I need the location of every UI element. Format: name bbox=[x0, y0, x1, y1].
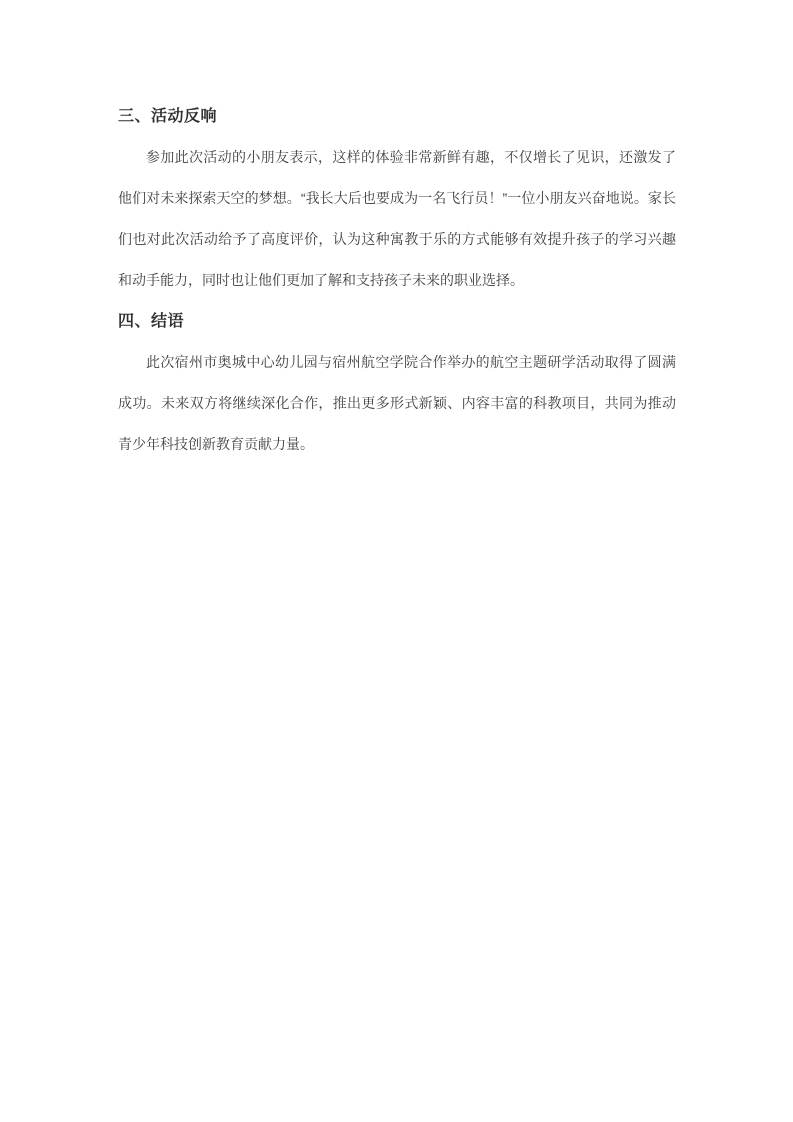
document-content bbox=[0, 0, 793, 465]
section-heading-activity-feedback: 三、活动反响 bbox=[118, 108, 218, 125]
paragraph-activity-feedback: 参加此次活动的小朋友表示，这样的体验非常新鲜有趣，不仅增长了见识，还激发了他们对未来探索天空的梦想。“我长大后也要成为一名飞行员！”一位小朋友兴奋地说。家长们也对此次活动给予了高度评价，认为这种寓教于乐的方式能够有效提升孩子的学习兴趣和动手能力，同时也让他们更加了解和支持孩子未来的职业选择。 bbox=[118, 149, 676, 288]
paragraph-conclusion: 此次宿州市奥城中心幼儿园与宿州航空学院合作举办的航空主题研学活动取得了圆满成功。未来双方将继续深化合作，推出更多形式新颖、内容丰富的科教项目，共同为推动青少年科技创新教育贡献力量。 bbox=[118, 354, 676, 452]
section-heading-conclusion: 四、结语 bbox=[118, 313, 185, 330]
